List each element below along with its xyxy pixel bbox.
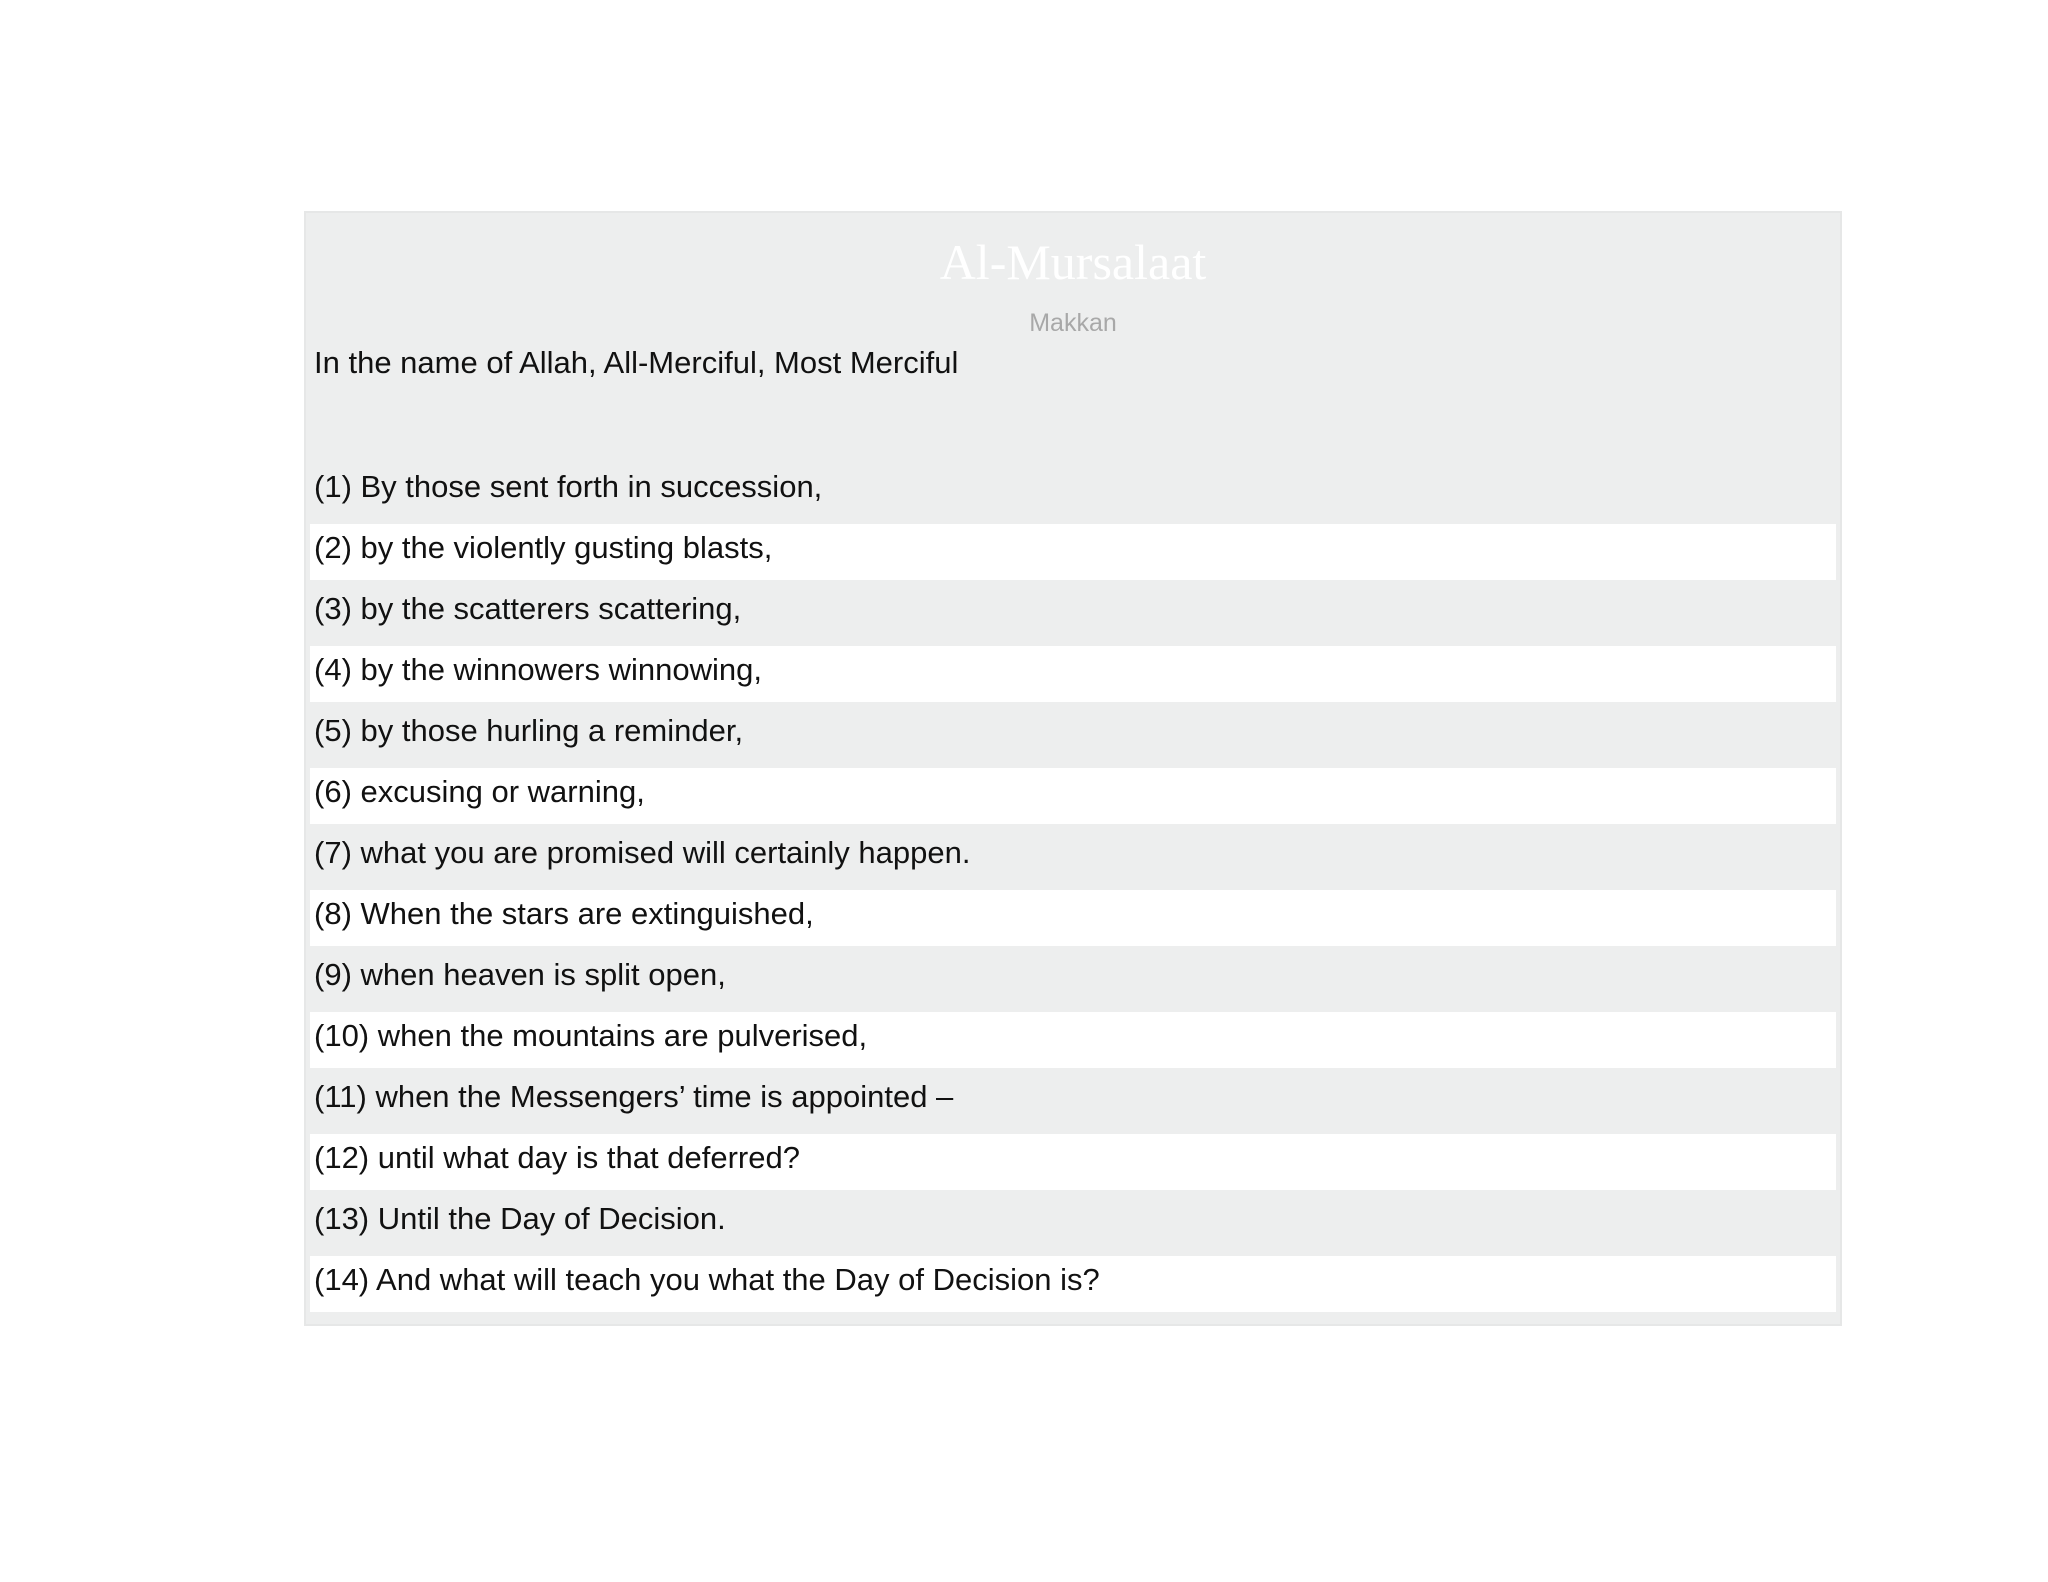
surah-title: Al-Mursalaat (939, 234, 1207, 290)
verse-row: (2) by the violently gusting blasts, (310, 524, 1836, 580)
basmala: In the name of Allah, All-Merciful, Most Merciful (314, 345, 959, 380)
verse-row: (1) By those sent forth in succession, (310, 463, 1836, 524)
verse-row: (4) by the winnowers winnowing, (310, 646, 1836, 702)
verse-row: (9) when heaven is split open, (310, 951, 1836, 1012)
verse-row: (6) excusing or warning, (310, 768, 1836, 824)
verse-row: (11) when the Messengers’ time is appointed – (310, 1073, 1836, 1134)
verse-row: (7) what you are promised will certainly happen. (310, 829, 1836, 890)
verse-row: (12) until what day is that deferred? (310, 1134, 1836, 1190)
verse-row: (3) by the scatterers scattering, (310, 585, 1836, 646)
verse-list (310, 463, 1836, 1317)
verse-row: (5) by those hurling a reminder, (310, 707, 1836, 768)
revelation-type: Makkan (1029, 309, 1117, 337)
verse-row: (8) When the stars are extinguished, (310, 890, 1836, 946)
verse-row: (10) when the mountains are pulverised, (310, 1012, 1836, 1068)
verse-row: (14) And what will teach you what the Day of Decision is? (310, 1256, 1836, 1312)
verse-row: (13) Until the Day of Decision. (310, 1195, 1836, 1256)
surah-panel (304, 211, 1842, 1326)
